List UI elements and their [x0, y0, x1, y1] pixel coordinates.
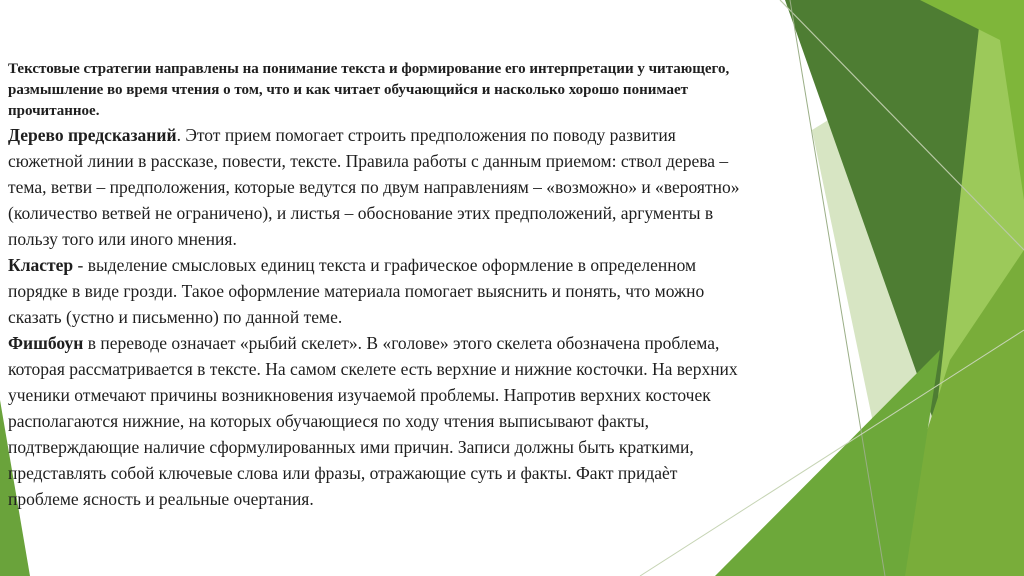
- lower-green-triangle: [715, 350, 940, 576]
- paragraph-cluster: [8, 252, 748, 330]
- text-cluster: - выделение смысловых единиц текста и графическое оформление в определенном порядке в виде грозди. Такое оформление материала помогает выяснить и понять, что можно сказать (устно и письменно) по данной теме.: [8, 255, 705, 327]
- term-prediction-tree: Дерево предсказаний: [8, 125, 177, 145]
- paragraph-fishbone: [8, 330, 748, 512]
- text-fishbone: в переводе означает «рыбий скелет». В «голове» этого скелета обозначена проблема, которая рассматривается в тексте. На самом скелете есть верхние и нижние косточки. На верхних ученики отмечают причины возникновения изучаемой проблемы. Напротив верхних косточек располагаются нижние, на которых обучающиеся по ходу чтения выписывают факты, подтверждающие наличие сформулированных ими причин. Записи должны быть краткими, представлять собой ключевые слова или фразы, отражающие суть и факты. Факт придаѐт проблеме ясность и реальные очертания.: [8, 333, 738, 509]
- slide-text-body: [8, 59, 748, 512]
- paragraph-prediction-tree: [8, 122, 748, 252]
- term-cluster: Кластер: [8, 255, 74, 275]
- term-fishbone: Фишбоун: [8, 333, 84, 353]
- text-prediction-tree: . Этот прием помогает строить предположения по поводу развития сюжетной линии в рассказе, повести, тексте. Правила работы с данным приемом: ствол дерева – тема, ветви – предположения, которые ведутся по двум направлениям – «возможно» и «вероятно» (количество ветвей не ограничено), и листья – обоснование этих предположений, аргументы в пользу того или иного мнения.: [8, 125, 740, 249]
- intro-paragraph: Текстовые стратегии направлены на понимание текста и формирование его интерпретации у читающего, размышление во время чтения о том, что и как читает обучающийся и насколько хорошо понимает прочитанное.: [8, 61, 730, 119]
